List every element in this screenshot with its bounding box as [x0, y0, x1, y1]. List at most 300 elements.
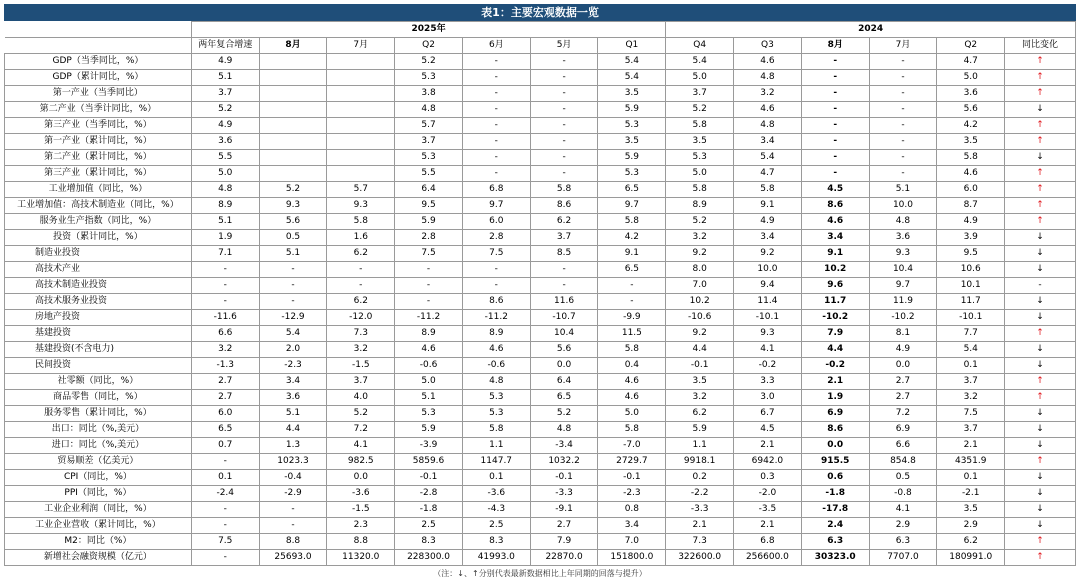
- data-cell: 10.0: [869, 198, 937, 214]
- data-cell: 9.3: [259, 198, 327, 214]
- data-cell: 151800.0: [598, 550, 666, 566]
- row-label: 高技术制造业投资: [5, 278, 192, 294]
- data-cell: 4.8: [462, 374, 530, 390]
- data-cell: 4.6: [734, 102, 802, 118]
- yoy-change-arrow: ↑: [1005, 326, 1076, 342]
- table-row: [5, 278, 1076, 294]
- data-cell: [327, 118, 395, 134]
- data-cell: 10.6: [937, 262, 1005, 278]
- data-cell: 5.0: [666, 70, 734, 86]
- data-cell: 10.4: [530, 326, 598, 342]
- data-cell: 8.9: [666, 198, 734, 214]
- data-cell: 9.2: [734, 246, 802, 262]
- row-label: 制造业投资: [5, 246, 192, 262]
- data-cell: -: [462, 70, 530, 86]
- table-row: [5, 182, 1076, 198]
- table-row: [5, 470, 1076, 486]
- data-cell: 7.3: [327, 326, 395, 342]
- data-cell: -: [869, 150, 937, 166]
- data-cell: 5.8: [598, 214, 666, 230]
- yoy-change-arrow: ↑: [1005, 534, 1076, 550]
- data-cell: 2.1: [937, 438, 1005, 454]
- data-cell: 8.7: [937, 198, 1005, 214]
- data-cell: 7.0: [666, 278, 734, 294]
- data-cell: 6.3: [801, 534, 869, 550]
- data-cell: 4.9: [937, 214, 1005, 230]
- data-cell: [327, 134, 395, 150]
- yoy-change-arrow: ↓: [1005, 486, 1076, 502]
- data-cell: -: [869, 134, 937, 150]
- data-cell: 5.3: [598, 118, 666, 134]
- data-cell: -0.1: [395, 470, 463, 486]
- data-cell: -: [191, 550, 259, 566]
- data-cell: 9.1: [801, 246, 869, 262]
- column-header: Q2: [395, 38, 463, 54]
- data-cell: -1.3: [191, 358, 259, 374]
- data-cell: 9.7: [598, 198, 666, 214]
- data-cell: 2729.7: [598, 454, 666, 470]
- data-cell: -: [869, 102, 937, 118]
- data-cell: 5.8: [530, 182, 598, 198]
- data-cell: 6.0: [191, 406, 259, 422]
- data-cell: 3.4: [801, 230, 869, 246]
- table-row: [5, 294, 1076, 310]
- data-cell: -: [869, 118, 937, 134]
- data-cell: 7707.0: [869, 550, 937, 566]
- data-cell: 7.9: [530, 534, 598, 550]
- column-header: Q4: [666, 38, 734, 54]
- table-row: [5, 134, 1076, 150]
- table-row: [5, 374, 1076, 390]
- data-cell: 2.7: [191, 374, 259, 390]
- yoy-change-arrow: ↓: [1005, 262, 1076, 278]
- table-row: [5, 246, 1076, 262]
- data-cell: 3.6: [191, 134, 259, 150]
- data-cell: -: [462, 150, 530, 166]
- data-cell: -0.6: [395, 358, 463, 374]
- yoy-change-arrow: ↓: [1005, 470, 1076, 486]
- data-cell: 5.3: [666, 150, 734, 166]
- data-cell: -: [462, 102, 530, 118]
- data-cell: 7.5: [395, 246, 463, 262]
- row-label: 工业企业营收（累计同比，%）: [5, 518, 192, 534]
- data-cell: 2.1: [734, 518, 802, 534]
- data-cell: 22870.0: [530, 550, 598, 566]
- data-cell: -: [462, 166, 530, 182]
- data-cell: -2.1: [937, 486, 1005, 502]
- data-cell: 4351.9: [937, 454, 1005, 470]
- data-cell: -: [462, 86, 530, 102]
- data-cell: 4.6: [734, 54, 802, 70]
- data-cell: -: [191, 518, 259, 534]
- data-cell: 0.1: [937, 470, 1005, 486]
- yoy-change-arrow: ↑: [1005, 182, 1076, 198]
- data-cell: 5.1: [869, 182, 937, 198]
- data-cell: 5.2: [666, 214, 734, 230]
- data-cell: 8.6: [801, 198, 869, 214]
- data-cell: 5.7: [395, 118, 463, 134]
- data-cell: 9.7: [462, 198, 530, 214]
- table-row: [5, 454, 1076, 470]
- data-cell: 3.5: [666, 374, 734, 390]
- data-cell: 3.6: [869, 230, 937, 246]
- table-row: [5, 534, 1076, 550]
- data-cell: 5.0: [191, 166, 259, 182]
- row-label: 高技术服务业投资: [5, 294, 192, 310]
- data-cell: 5.1: [259, 406, 327, 422]
- data-cell: 0.7: [191, 438, 259, 454]
- column-header: 6月: [462, 38, 530, 54]
- yoy-change-arrow: ↓: [1005, 246, 1076, 262]
- data-cell: -4.3: [462, 502, 530, 518]
- data-cell: 5.9: [395, 422, 463, 438]
- data-cell: -9.9: [598, 310, 666, 326]
- data-cell: 1032.2: [530, 454, 598, 470]
- data-cell: [259, 70, 327, 86]
- data-cell: 5.2: [259, 182, 327, 198]
- data-cell: 11.7: [801, 294, 869, 310]
- data-cell: 9.3: [327, 198, 395, 214]
- table-row: [5, 390, 1076, 406]
- yoy-change-arrow: ↓: [1005, 422, 1076, 438]
- data-cell: 7.5: [191, 534, 259, 550]
- data-cell: -: [259, 278, 327, 294]
- data-cell: 5.4: [666, 54, 734, 70]
- data-cell: 4.2: [598, 230, 666, 246]
- data-cell: -: [869, 54, 937, 70]
- row-label: 第二产业（累计同比，%）: [5, 150, 192, 166]
- data-cell: 10.4: [869, 262, 937, 278]
- yoy-change-arrow: ↑: [1005, 166, 1076, 182]
- data-cell: -1.8: [801, 486, 869, 502]
- data-cell: -: [530, 262, 598, 278]
- yoy-change-arrow: ↑: [1005, 86, 1076, 102]
- data-cell: 982.5: [327, 454, 395, 470]
- data-cell: -: [395, 278, 463, 294]
- data-cell: 4.4: [666, 342, 734, 358]
- data-cell: 4.5: [734, 422, 802, 438]
- data-cell: 5.1: [191, 214, 259, 230]
- data-cell: 8.3: [395, 534, 463, 550]
- data-cell: -: [327, 262, 395, 278]
- data-cell: 4.1: [869, 502, 937, 518]
- data-cell: 5.8: [937, 150, 1005, 166]
- row-label: 贸易顺差（亿美元）: [5, 454, 192, 470]
- data-cell: 6.5: [191, 422, 259, 438]
- data-cell: 5.3: [462, 406, 530, 422]
- column-header: 7月: [869, 38, 937, 54]
- table-row: [5, 102, 1076, 118]
- column-header: Q2: [937, 38, 1005, 54]
- data-cell: 30323.0: [801, 550, 869, 566]
- data-cell: 2.1: [801, 374, 869, 390]
- data-cell: 3.7: [395, 134, 463, 150]
- data-cell: -1.5: [327, 358, 395, 374]
- data-cell: -: [801, 54, 869, 70]
- data-cell: 4.2: [937, 118, 1005, 134]
- yoy-change-arrow: ↓: [1005, 518, 1076, 534]
- data-cell: 3.5: [937, 502, 1005, 518]
- yoy-change-arrow: ↓: [1005, 102, 1076, 118]
- table-row: [5, 326, 1076, 342]
- yoy-change-arrow: ↑: [1005, 214, 1076, 230]
- data-cell: 6.2: [327, 294, 395, 310]
- data-cell: 9.1: [598, 246, 666, 262]
- row-label: 第二产业（当季计同比，%）: [5, 102, 192, 118]
- data-cell: [327, 166, 395, 182]
- table-note: （注：↓、↑分别代表最新数据相比上年同期的回落与提升）: [433, 569, 647, 578]
- data-cell: 4.7: [937, 54, 1005, 70]
- row-label: 房地产投资: [5, 310, 192, 326]
- data-cell: -: [598, 278, 666, 294]
- yoy-change-arrow: ↑: [1005, 550, 1076, 566]
- data-cell: 4.0: [327, 390, 395, 406]
- column-header: 同比变化: [1005, 38, 1076, 54]
- data-cell: -: [191, 454, 259, 470]
- data-cell: 7.5: [937, 406, 1005, 422]
- data-cell: 3.2: [327, 342, 395, 358]
- data-cell: 5.1: [395, 390, 463, 406]
- data-cell: 10.0: [734, 262, 802, 278]
- data-cell: 2.1: [734, 438, 802, 454]
- data-cell: 0.1: [191, 470, 259, 486]
- data-cell: 5.1: [259, 246, 327, 262]
- data-cell: 3.7: [937, 422, 1005, 438]
- data-cell: 2.1: [666, 518, 734, 534]
- data-cell: 0.8: [598, 502, 666, 518]
- data-cell: 8.5: [530, 246, 598, 262]
- data-cell: 3.5: [937, 134, 1005, 150]
- data-cell: -: [530, 278, 598, 294]
- data-cell: [327, 70, 395, 86]
- data-cell: -: [462, 54, 530, 70]
- data-cell: 6.6: [191, 326, 259, 342]
- row-label: 商品零售（同比，%）: [5, 390, 192, 406]
- data-cell: 322600.0: [666, 550, 734, 566]
- row-label: 高技术产业: [5, 262, 192, 278]
- data-cell: [327, 86, 395, 102]
- data-cell: 3.0: [734, 390, 802, 406]
- data-cell: 2.4: [801, 518, 869, 534]
- data-cell: 5.4: [598, 54, 666, 70]
- data-cell: 6.5: [598, 262, 666, 278]
- data-cell: 5.0: [395, 374, 463, 390]
- data-cell: -: [462, 278, 530, 294]
- yoy-change-arrow: ↑: [1005, 198, 1076, 214]
- data-cell: -0.4: [259, 470, 327, 486]
- row-label: 基建投资: [5, 326, 192, 342]
- data-cell: -: [259, 262, 327, 278]
- data-cell: -: [191, 278, 259, 294]
- yoy-change-arrow: ↓: [1005, 150, 1076, 166]
- data-cell: 1147.7: [462, 454, 530, 470]
- data-cell: -3.4: [530, 438, 598, 454]
- table-row: [5, 422, 1076, 438]
- data-cell: 0.1: [937, 358, 1005, 374]
- data-cell: -0.1: [666, 358, 734, 374]
- data-cell: 9.3: [734, 326, 802, 342]
- data-cell: 6.2: [530, 214, 598, 230]
- data-cell: 6.8: [462, 182, 530, 198]
- row-label: M2：同比（%）: [5, 534, 192, 550]
- data-cell: -7.0: [598, 438, 666, 454]
- data-cell: -2.0: [734, 486, 802, 502]
- data-cell: 3.7: [937, 374, 1005, 390]
- yoy-change-arrow: ↓: [1005, 310, 1076, 326]
- data-cell: 6.9: [869, 422, 937, 438]
- data-cell: -: [598, 294, 666, 310]
- data-cell: 8.8: [259, 534, 327, 550]
- data-cell: 2.7: [530, 518, 598, 534]
- data-cell: 5.2: [666, 102, 734, 118]
- data-cell: 4.4: [259, 422, 327, 438]
- yoy-change-arrow: ↑: [1005, 374, 1076, 390]
- data-cell: -0.2: [734, 358, 802, 374]
- data-cell: -: [191, 502, 259, 518]
- data-cell: -: [530, 118, 598, 134]
- data-cell: 7.2: [869, 406, 937, 422]
- data-cell: 5.8: [666, 118, 734, 134]
- row-label: 出口：同比（%,美元）: [5, 422, 192, 438]
- data-cell: -: [259, 518, 327, 534]
- data-cell: 5.3: [462, 390, 530, 406]
- data-cell: 854.8: [869, 454, 937, 470]
- yoy-change-arrow: ↑: [1005, 454, 1076, 470]
- data-cell: 10.1: [937, 278, 1005, 294]
- row-label: 工业增加值（同比，%）: [5, 182, 192, 198]
- data-cell: [259, 166, 327, 182]
- data-cell: 9.3: [869, 246, 937, 262]
- data-cell: 5.2: [327, 406, 395, 422]
- data-cell: 4.4: [801, 342, 869, 358]
- data-cell: -: [801, 118, 869, 134]
- data-cell: 4.6: [801, 214, 869, 230]
- table-row: [5, 70, 1076, 86]
- yoy-change-arrow: ↑: [1005, 118, 1076, 134]
- data-cell: 4.6: [937, 166, 1005, 182]
- yoy-change-arrow: ↓: [1005, 406, 1076, 422]
- data-cell: -: [191, 294, 259, 310]
- data-cell: 9.4: [734, 278, 802, 294]
- data-cell: 6.3: [869, 534, 937, 550]
- data-cell: 5.3: [598, 166, 666, 182]
- data-cell: 5.2: [530, 406, 598, 422]
- table-row: [5, 518, 1076, 534]
- data-cell: 3.2: [666, 390, 734, 406]
- data-cell: 9918.1: [666, 454, 734, 470]
- data-cell: -: [259, 294, 327, 310]
- data-cell: 4.9: [869, 342, 937, 358]
- data-cell: 4.8: [734, 70, 802, 86]
- column-header: Q3: [734, 38, 802, 54]
- data-cell: -: [801, 102, 869, 118]
- data-cell: 3.9: [937, 230, 1005, 246]
- data-cell: 5.3: [395, 150, 463, 166]
- yoy-change-arrow: ↓: [1005, 294, 1076, 310]
- data-cell: -: [530, 150, 598, 166]
- data-cell: -: [462, 262, 530, 278]
- row-label: 第一产业（累计同比，%）: [5, 134, 192, 150]
- data-cell: 4.8: [395, 102, 463, 118]
- data-cell: 0.6: [801, 470, 869, 486]
- table-row: [5, 166, 1076, 182]
- data-cell: -: [530, 134, 598, 150]
- data-cell: -: [869, 86, 937, 102]
- yoy-change-arrow: ↑: [1005, 70, 1076, 86]
- data-cell: 2.8: [462, 230, 530, 246]
- data-cell: [259, 86, 327, 102]
- data-cell: -: [259, 502, 327, 518]
- data-cell: 9.2: [666, 326, 734, 342]
- macro-data-table-panel: [4, 4, 1076, 579]
- data-cell: 2.7: [869, 374, 937, 390]
- table-row: [5, 118, 1076, 134]
- table-title: 表1：主要宏观数据一览: [4, 4, 1076, 21]
- yoy-change-arrow: -: [1005, 278, 1076, 294]
- data-cell: 5.4: [259, 326, 327, 342]
- column-header-row: [5, 38, 1076, 54]
- data-cell: -: [462, 134, 530, 150]
- data-cell: 2.5: [462, 518, 530, 534]
- data-cell: 8.6: [530, 198, 598, 214]
- data-cell: 2.7: [869, 390, 937, 406]
- row-label: 第三产业（累计同比，%）: [5, 166, 192, 182]
- data-cell: 3.7: [191, 86, 259, 102]
- data-cell: -: [530, 166, 598, 182]
- data-cell: 0.0: [869, 358, 937, 374]
- data-cell: 11320.0: [327, 550, 395, 566]
- data-cell: 6.0: [462, 214, 530, 230]
- data-cell: -10.2: [869, 310, 937, 326]
- data-cell: -: [395, 262, 463, 278]
- data-cell: 5.8: [734, 182, 802, 198]
- data-cell: 9.5: [395, 198, 463, 214]
- data-cell: 9.2: [666, 246, 734, 262]
- data-cell: 7.0: [598, 534, 666, 550]
- data-cell: 7.9: [801, 326, 869, 342]
- data-cell: -10.7: [530, 310, 598, 326]
- data-cell: 8.0: [666, 262, 734, 278]
- row-label: CPI（同比，%）: [5, 470, 192, 486]
- data-cell: 0.1: [462, 470, 530, 486]
- row-label: 投资（累计同比，%）: [5, 230, 192, 246]
- data-cell: 5859.6: [395, 454, 463, 470]
- data-cell: 3.6: [937, 86, 1005, 102]
- data-cell: 9.5: [937, 246, 1005, 262]
- data-cell: -10.1: [937, 310, 1005, 326]
- table-row: [5, 54, 1076, 70]
- data-cell: -10.1: [734, 310, 802, 326]
- data-cell: -3.6: [327, 486, 395, 502]
- data-cell: 4.7: [734, 166, 802, 182]
- data-cell: 4.8: [530, 422, 598, 438]
- data-cell: 6.0: [937, 182, 1005, 198]
- data-cell: -: [801, 166, 869, 182]
- data-cell: -12.9: [259, 310, 327, 326]
- row-label: 工业企业利润（同比，%）: [5, 502, 192, 518]
- data-cell: -: [530, 54, 598, 70]
- data-cell: [259, 102, 327, 118]
- data-cell: 5.0: [666, 166, 734, 182]
- data-cell: -9.1: [530, 502, 598, 518]
- row-label: 新增社会融资规模（亿元）: [5, 550, 192, 566]
- table-row: [5, 310, 1076, 326]
- year-header-2025: 2025年: [191, 22, 665, 38]
- data-cell: -: [801, 86, 869, 102]
- yoy-change-arrow: ↓: [1005, 358, 1076, 374]
- data-cell: 6.8: [734, 534, 802, 550]
- data-cell: -3.5: [734, 502, 802, 518]
